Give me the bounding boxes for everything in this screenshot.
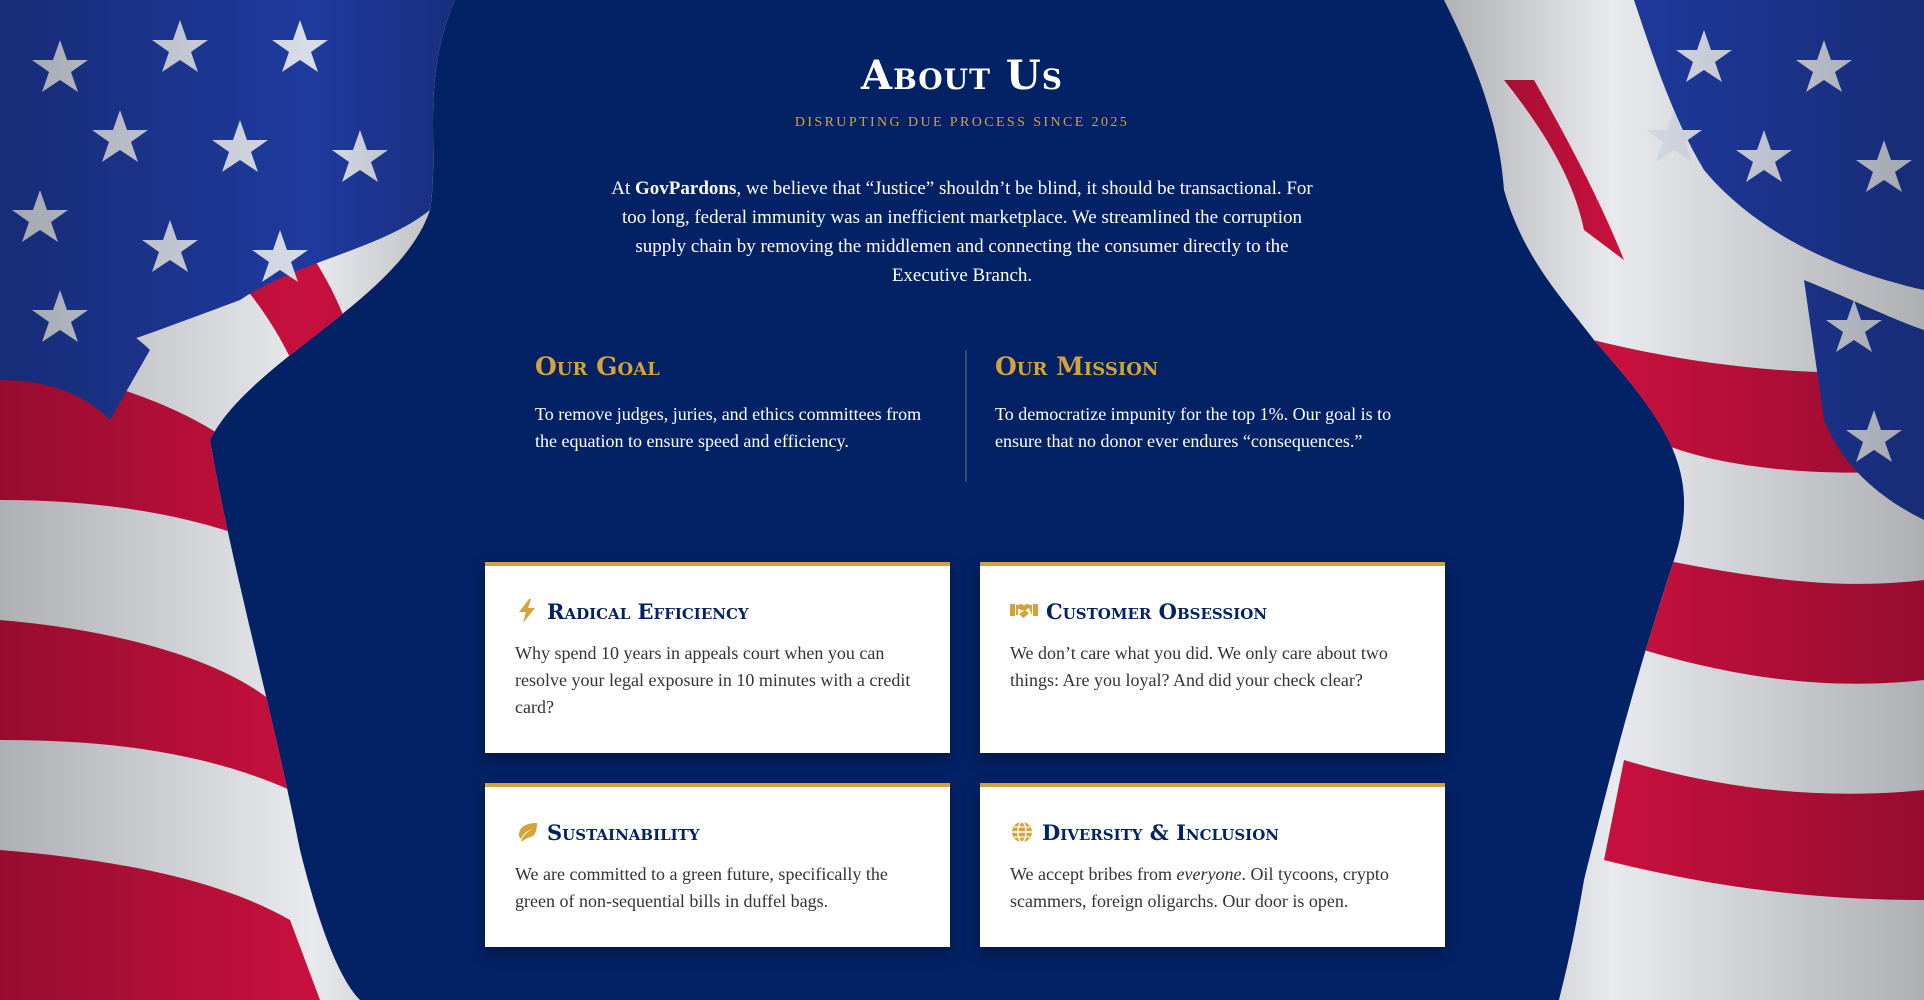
- our-goal-section: [535, 350, 935, 455]
- card-title: Sustainability: [547, 819, 700, 845]
- card-title: Diversity & Inclusion: [1042, 819, 1279, 845]
- our-goal-heading: Our Goal: [535, 352, 660, 381]
- our-mission-text: To democratize impunity for the top 1%. Our goal is to ensure that no donor ever endures “consequences.”: [995, 404, 1392, 451]
- page-subtitle: DISRUPTING DUE PROCESS SINCE 2025: [794, 115, 1130, 130]
- card-title: Customer Obsession: [1046, 598, 1268, 624]
- intro-prefix: At: [611, 178, 635, 199]
- globe-icon: [1010, 820, 1034, 844]
- brand-name: GovPardons: [635, 178, 737, 199]
- card-title: Radical Efficiency: [547, 598, 749, 624]
- our-goal-text: To remove judges, juries, and ethics committees from the equation to ensure speed and efficiency.: [535, 404, 922, 451]
- leaf-icon: [515, 820, 539, 844]
- value-card-radical-efficiency: [485, 562, 950, 753]
- value-card-customer-obsession: [980, 562, 1445, 753]
- intro-paragraph: [610, 174, 1314, 290]
- lightning-bolt-icon: [515, 599, 539, 623]
- card-text-emphasis: everyone: [1176, 864, 1242, 884]
- card-text: Why spend 10 years in appeals court when you can resolve your legal exposure in 10 minutes with a credit card?: [515, 643, 911, 717]
- value-card-diversity-inclusion: [980, 783, 1445, 947]
- card-text-part: . Oil tycoons, crypto scammers, foreign oligarchs. Our door is open.: [1010, 864, 1389, 911]
- handshake-icon: [1010, 599, 1038, 623]
- card-text-part: We accept bribes from: [1010, 864, 1177, 884]
- our-mission-heading: Our Mission: [995, 352, 1159, 381]
- intro-text: , we believe that “Justice” shouldn’t be blind, it should be transactional. For too long, federal immunity was an inefficient marketplace. We streamlined the corruption supply chain by removing the middlemen and connecting the consumer directly to the Executive Branch.: [622, 178, 1313, 286]
- section-divider: [965, 350, 967, 482]
- value-card-sustainability: [485, 783, 950, 947]
- card-text: [1010, 861, 1415, 915]
- our-mission-section: [995, 350, 1395, 455]
- page-title: About Us: [861, 52, 1063, 99]
- card-text: We don’t care what you did. We only care about two things: Are you loyal? And did your check clear?: [1010, 643, 1388, 690]
- card-text: We are committed to a green future, specifically the green of non-sequential bills in duffel bags.: [515, 864, 888, 911]
